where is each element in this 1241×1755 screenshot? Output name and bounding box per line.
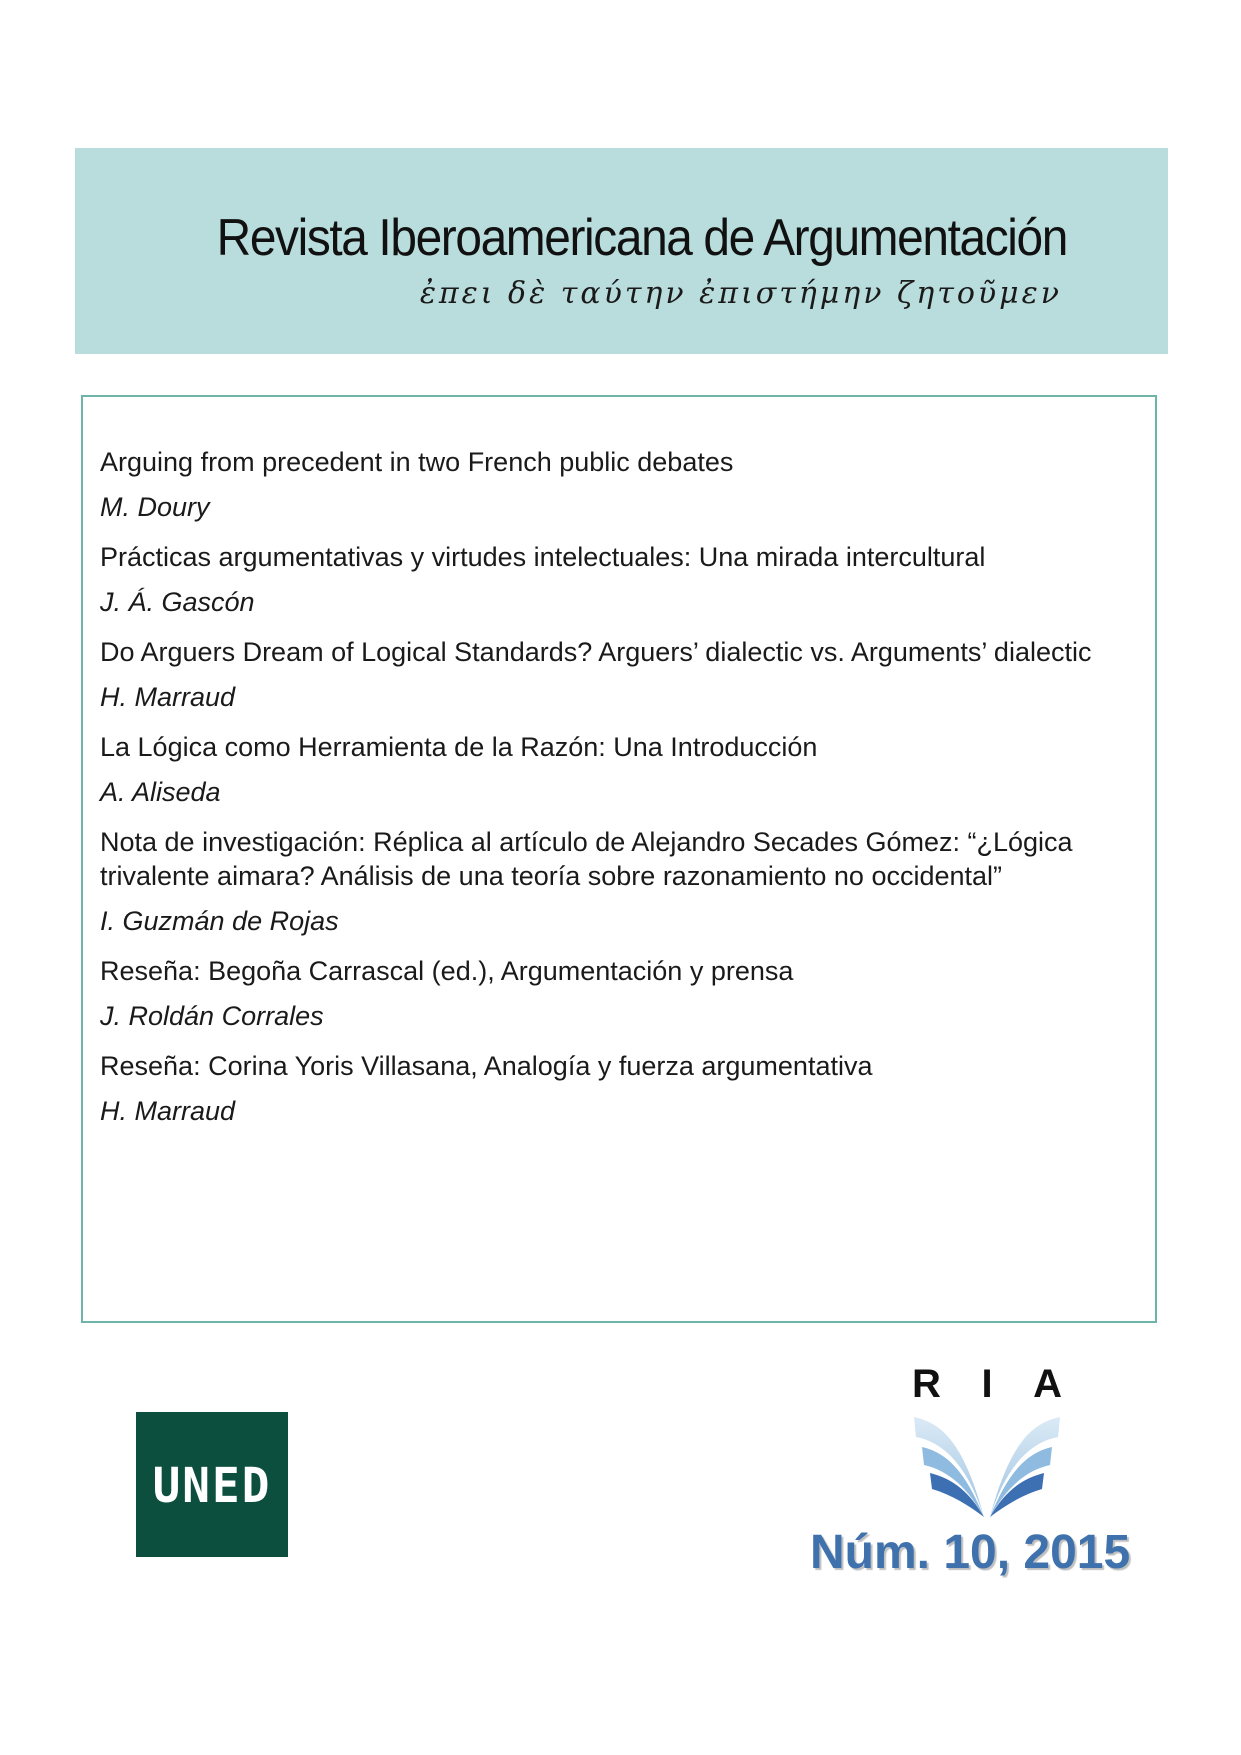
article-entry bbox=[100, 954, 1115, 1033]
article-entry bbox=[100, 825, 1115, 938]
article-entry bbox=[100, 445, 1115, 524]
ria-letter: I bbox=[981, 1362, 993, 1406]
open-book-logo-icon bbox=[912, 1413, 1062, 1521]
article-title: Nota de investigación: Réplica al artículo de Alejandro Secades Gómez: “¿Lógica trivalente aimara? Análisis de una teoría sobre razonamiento no occidental” bbox=[100, 827, 1073, 891]
article-title: Reseña: Corina Yoris Villasana, Analogía y fuerza argumentativa bbox=[100, 1051, 873, 1081]
ria-letter: R bbox=[912, 1362, 941, 1406]
article-title: Arguing from precedent in two French public debates bbox=[100, 447, 734, 477]
ria-logo-letters bbox=[912, 1362, 1062, 1407]
uned-logo bbox=[136, 1412, 288, 1557]
ria-letter: A bbox=[1033, 1362, 1062, 1406]
uned-logo-text: UNED bbox=[152, 1456, 272, 1513]
article-list bbox=[100, 445, 1115, 1144]
journal-motto: ἐπει δὲ ταύτην ἐπιστήμην ζητοῦμεν bbox=[419, 276, 1062, 311]
journal-header bbox=[75, 148, 1168, 354]
article-author: A. Aliseda bbox=[100, 777, 221, 807]
article-entry bbox=[100, 540, 1115, 619]
article-title: La Lógica como Herramienta de la Razón: Una Introducción bbox=[100, 732, 818, 762]
article-title: Do Arguers Dream of Logical Standards? Arguers’ dialectic vs. Arguments’ dialectic bbox=[100, 637, 1092, 667]
journal-title: Revista Iberoamericana de Argumentación bbox=[216, 209, 1067, 267]
article-title: Prácticas argumentativas y virtudes intelectuales: Una mirada intercultural bbox=[100, 542, 986, 572]
article-author: I. Guzmán de Rojas bbox=[100, 906, 339, 936]
article-entry bbox=[100, 730, 1115, 809]
article-entry bbox=[100, 1049, 1115, 1128]
article-author: H. Marraud bbox=[100, 682, 236, 712]
issue-number: Núm. 10, 2015 bbox=[810, 1526, 1131, 1579]
article-author: J. Á. Gascón bbox=[100, 587, 255, 617]
article-author: H. Marraud bbox=[100, 1096, 236, 1126]
table-of-contents bbox=[81, 395, 1157, 1323]
article-author: J. Roldán Corrales bbox=[100, 1001, 324, 1031]
article-author: M. Doury bbox=[100, 492, 210, 522]
article-entry bbox=[100, 635, 1115, 714]
article-title: Reseña: Begoña Carrascal (ed.), Argumentación y prensa bbox=[100, 956, 794, 986]
